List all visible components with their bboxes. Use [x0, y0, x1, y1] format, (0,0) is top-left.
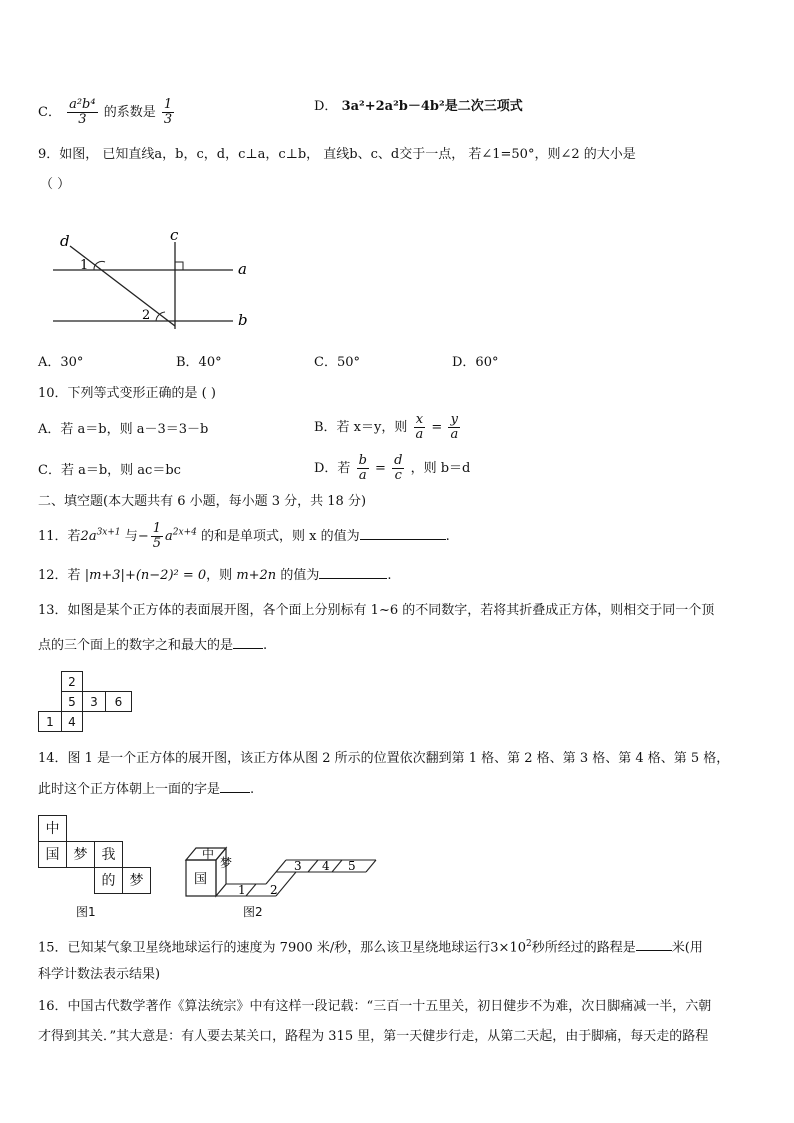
fraction: $\frac{x}{a}$ — [415, 412, 424, 442]
q13-line2: 点的三个面上的数字之和最大的是 . — [38, 638, 268, 653]
q15-line1: 15．已知某气象卫星绕地球运行的速度为 7900 米/秒，那么该卫星绕地球运行$3\times 10^2$秒所经过的路程是 米(用 — [38, 939, 703, 956]
q14-line1: 14．图 1 是一个正方体的展开图，该正方体从图 2 所示的位置依次翻到第 1 格、第 2 格、第 3 格、第 4 格、第 5 格， — [38, 751, 730, 766]
q14-fig2-cube-path — [180, 840, 385, 902]
q9-option-a: A．30° — [38, 355, 84, 370]
net-cell: 6 — [105, 691, 132, 712]
q16-line1: 16．中国古代数学著作《算法统宗》中有这样一段记载：“三百一十五里关，初日健步不为难，次日脚痛减一半，六朝 — [38, 999, 712, 1014]
net-cell: 国 — [38, 841, 67, 868]
net-cell: 3 — [82, 691, 106, 712]
path-cell-1: 1 — [238, 883, 246, 897]
net-cell: 1 — [38, 711, 62, 732]
angle-2-label: 2 — [142, 308, 151, 323]
net-cell: 中 — [38, 815, 67, 842]
answer-blank[interactable] — [220, 780, 250, 793]
q9-option-c: C．50° — [314, 355, 360, 370]
q9-option-b: B．40° — [176, 355, 222, 370]
net-cell: 2 — [61, 671, 83, 692]
fraction: $\frac{y}{a}$ — [450, 412, 459, 442]
path-cell-4: 4 — [322, 859, 330, 873]
q9-stem-line2: （ ） — [40, 177, 71, 192]
net-cell: 的 — [94, 867, 123, 894]
net-cell: 5 — [61, 691, 83, 712]
net-cell: 4 — [61, 711, 83, 732]
q16-line2: 才得到其关．”其大意是：有人要去某关口，路程为 315 里，第一天健步行走，从第二天起，由于脚痛，每天走的路程 — [38, 1029, 709, 1044]
option-label: C． — [38, 105, 61, 120]
net-cell: 梦 — [122, 867, 151, 894]
fraction: $\frac{d}{c}$ — [394, 453, 403, 483]
q13-line1: 13．如图是某个正方体的表面展开图，各个面上分别标有 1~6 的不同数字，若将其折叠成正方体，则相交于同一个顶 — [38, 603, 715, 618]
label-c: c — [170, 228, 179, 244]
fraction: $\frac{1}{3}$ — [163, 97, 173, 127]
fraction: $\frac{\text{a²b⁴}}{3}$ — [69, 97, 96, 127]
cube-side-face: 梦 — [220, 856, 233, 870]
angle-1-label: 1 — [80, 258, 89, 273]
cube-front-face: 国 — [194, 872, 208, 887]
path-cell-2: 2 — [270, 883, 278, 897]
q12: 12．若 |m+3|+(n−2)² = 0，则 m+2n 的值为 . — [38, 568, 392, 583]
fraction: $\frac{1}{5}$ — [152, 521, 161, 551]
q15-line2: 科学计数法表示结果) — [38, 967, 161, 982]
label-b: b — [238, 311, 248, 329]
q10-option-c: C．若 a＝b，则 ac＝bc — [38, 463, 181, 478]
q10-option-b: B．若 x＝y，则 $\frac{x}{a}$ = $\frac{y}{a}$ — [314, 412, 459, 442]
q14-line2: 此时这个正方体朝上一面的字是 . — [38, 782, 255, 797]
q10-stem: 10．下列等式变形正确的是 ( ) — [38, 386, 216, 401]
answer-blank[interactable] — [233, 636, 263, 649]
fig2-caption: 图2 — [243, 905, 263, 919]
fig1-caption: 图1 — [76, 905, 96, 919]
q9-figure — [48, 228, 268, 340]
label-a: a — [238, 260, 247, 278]
q10-option-d: D．若 $\frac{b}{a}$ = $\frac{d}{c}$ ，则 b＝d — [314, 453, 471, 483]
path-cell-5: 5 — [348, 859, 356, 873]
answer-blank[interactable] — [360, 527, 446, 540]
q11: 11．若$2a^{3x+1}$ 与− $\frac{1}{5}$ $a^{2x+4}$ 的和是单项式，则 x 的值为 . — [38, 521, 450, 551]
q10-option-a: A．若 a＝b，则 a－3＝3－b — [38, 422, 209, 437]
path-cell-3: 3 — [294, 859, 302, 873]
cube-top-face: 中 — [202, 847, 215, 861]
fraction: $\frac{b}{a}$ — [358, 453, 367, 483]
q8-option-c: C． $\frac{\text{a²b⁴}}{3}$ 的系数是 $\frac{1}{3}$ — [38, 97, 173, 127]
section-heading: 二、填空题(本大题共有 6 小题，每小题 3 分，共 18 分) — [38, 494, 367, 509]
answer-blank[interactable] — [636, 938, 672, 951]
q9-stem-line1: 9．如图， 已知直线a，b，c，d，c⊥a，c⊥b， 直线b、c、d交于一点， 若∠1=50°，则∠2 的大小是 — [38, 147, 636, 162]
net-cell: 梦 — [66, 841, 95, 868]
q9-option-d: D．60° — [452, 355, 499, 370]
net-cell: 我 — [94, 841, 123, 868]
answer-blank[interactable] — [319, 566, 387, 579]
label-d: d — [60, 232, 70, 250]
q8-option-d: D． 3a²+2a²b－4b²是二次三项式 — [314, 99, 523, 114]
